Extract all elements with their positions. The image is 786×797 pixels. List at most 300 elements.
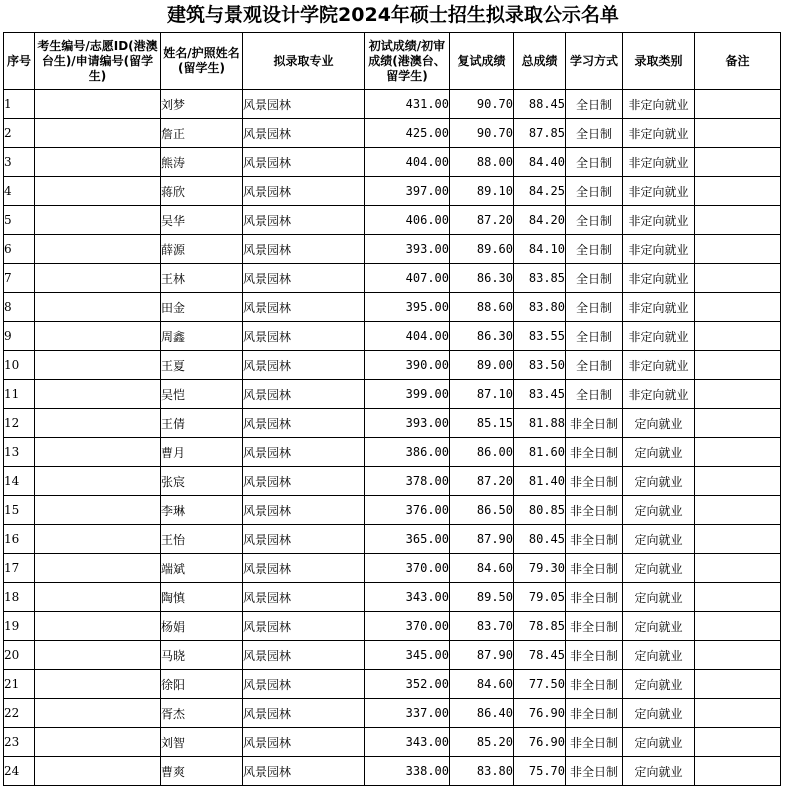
cell-study-mode: 非全日制 (566, 525, 623, 554)
student-name: 熊涛 (161, 155, 186, 170)
cell-retest-score: 86.30 (450, 322, 514, 351)
cell-major: 风景园林 (243, 728, 365, 757)
table-row (4, 119, 781, 148)
col-header-name: 姓名/护照姓名(留学生) (161, 33, 243, 90)
admission-table (3, 32, 781, 786)
cell-admission-type: 定向就业 (623, 757, 695, 786)
cell-study-mode: 非全日制 (566, 409, 623, 438)
table-row (4, 380, 781, 409)
cell-candidate-id (35, 206, 161, 235)
cell-initial-score: 404.00 (365, 148, 450, 177)
cell-note (695, 206, 781, 235)
cell-seq: 16 (4, 525, 35, 554)
cell-major: 风景园林 (243, 525, 365, 554)
cell-retest-score: 87.90 (450, 641, 514, 670)
cell-seq: 14 (4, 467, 35, 496)
cell-initial-score: 338.00 (365, 757, 450, 786)
student-name: 胥杰 (161, 706, 186, 721)
col-header-total-score: 总成绩 (514, 33, 566, 90)
cell-note (695, 119, 781, 148)
cell-major: 风景园林 (243, 235, 365, 264)
table-row (4, 670, 781, 699)
cell-study-mode: 全日制 (566, 177, 623, 206)
table-row (4, 554, 781, 583)
cell-note (695, 90, 781, 119)
table-row (4, 525, 781, 554)
cell-total-score: 87.85 (514, 119, 566, 148)
cell-seq: 2 (4, 119, 35, 148)
cell-initial-score: 390.00 (365, 351, 450, 380)
cell-study-mode: 全日制 (566, 264, 623, 293)
cell-major: 风景园林 (243, 177, 365, 206)
cell-candidate-id (35, 293, 161, 322)
cell-major: 风景园林 (243, 293, 365, 322)
cell-admission-type: 非定向就业 (623, 177, 695, 206)
student-name: 曹爽 (161, 764, 186, 779)
student-name: 徐阳 (161, 677, 186, 692)
cell-retest-score: 90.70 (450, 90, 514, 119)
cell-major: 风景园林 (243, 757, 365, 786)
cell-total-score: 83.50 (514, 351, 566, 380)
cell-seq: 15 (4, 496, 35, 525)
cell-seq: 11 (4, 380, 35, 409)
cell-seq: 7 (4, 264, 35, 293)
cell-name (161, 380, 243, 409)
student-name: 吴恺 (161, 387, 186, 402)
cell-initial-score: 352.00 (365, 670, 450, 699)
cell-study-mode: 非全日制 (566, 670, 623, 699)
cell-name (161, 235, 243, 264)
cell-note (695, 641, 781, 670)
cell-major: 风景园林 (243, 322, 365, 351)
table-row (4, 641, 781, 670)
cell-total-score: 83.85 (514, 264, 566, 293)
cell-retest-score: 90.70 (450, 119, 514, 148)
cell-study-mode: 非全日制 (566, 583, 623, 612)
cell-note (695, 235, 781, 264)
cell-total-score: 75.70 (514, 757, 566, 786)
cell-admission-type: 定向就业 (623, 554, 695, 583)
cell-retest-score: 85.15 (450, 409, 514, 438)
cell-retest-score: 85.20 (450, 728, 514, 757)
cell-name (161, 641, 243, 670)
cell-initial-score: 376.00 (365, 496, 450, 525)
cell-note (695, 554, 781, 583)
cell-initial-score: 397.00 (365, 177, 450, 206)
table-row (4, 728, 781, 757)
cell-retest-score: 84.60 (450, 670, 514, 699)
student-name: 曹月 (161, 445, 186, 460)
cell-initial-score: 343.00 (365, 583, 450, 612)
cell-admission-type: 非定向就业 (623, 148, 695, 177)
cell-candidate-id (35, 235, 161, 264)
table-row (4, 467, 781, 496)
cell-study-mode: 全日制 (566, 119, 623, 148)
cell-note (695, 409, 781, 438)
cell-note (695, 757, 781, 786)
cell-study-mode: 非全日制 (566, 467, 623, 496)
cell-admission-type: 定向就业 (623, 409, 695, 438)
student-name: 李琳 (161, 503, 186, 518)
cell-admission-type: 非定向就业 (623, 264, 695, 293)
cell-total-score: 88.45 (514, 90, 566, 119)
cell-initial-score: 370.00 (365, 612, 450, 641)
cell-retest-score: 87.10 (450, 380, 514, 409)
cell-study-mode: 全日制 (566, 235, 623, 264)
cell-total-score: 80.45 (514, 525, 566, 554)
cell-initial-score: 399.00 (365, 380, 450, 409)
col-header-retest-score: 复试成绩 (450, 33, 514, 90)
cell-note (695, 496, 781, 525)
table-row (4, 148, 781, 177)
col-header-note: 备注 (695, 33, 781, 90)
table-row (4, 264, 781, 293)
cell-initial-score: 337.00 (365, 699, 450, 728)
page-title: 建筑与景观设计学院2024年硕士招生拟录取公示名单 (167, 4, 619, 26)
cell-seq: 21 (4, 670, 35, 699)
cell-initial-score: 425.00 (365, 119, 450, 148)
cell-seq: 17 (4, 554, 35, 583)
cell-retest-score: 84.60 (450, 554, 514, 583)
cell-name (161, 728, 243, 757)
table-row (4, 699, 781, 728)
cell-seq: 1 (4, 90, 35, 119)
cell-candidate-id (35, 728, 161, 757)
cell-admission-type: 定向就业 (623, 496, 695, 525)
cell-note (695, 583, 781, 612)
cell-candidate-id (35, 177, 161, 206)
cell-retest-score: 88.60 (450, 293, 514, 322)
cell-initial-score: 406.00 (365, 206, 450, 235)
cell-total-score: 84.40 (514, 148, 566, 177)
cell-name (161, 177, 243, 206)
cell-candidate-id (35, 380, 161, 409)
cell-total-score: 79.05 (514, 583, 566, 612)
student-name: 杨娟 (161, 619, 186, 634)
cell-name (161, 612, 243, 641)
cell-total-score: 77.50 (514, 670, 566, 699)
cell-admission-type: 非定向就业 (623, 351, 695, 380)
cell-admission-type: 非定向就业 (623, 380, 695, 409)
student-name: 周鑫 (161, 329, 186, 344)
table-row (4, 293, 781, 322)
cell-seq: 6 (4, 235, 35, 264)
cell-initial-score: 365.00 (365, 525, 450, 554)
student-name: 詹正 (161, 126, 186, 141)
cell-seq: 20 (4, 641, 35, 670)
cell-candidate-id (35, 119, 161, 148)
cell-name (161, 351, 243, 380)
cell-name (161, 322, 243, 351)
table-row (4, 206, 781, 235)
cell-admission-type: 定向就业 (623, 670, 695, 699)
cell-seq: 13 (4, 438, 35, 467)
col-header-major: 拟录取专业 (243, 33, 365, 90)
cell-study-mode: 非全日制 (566, 641, 623, 670)
cell-seq: 8 (4, 293, 35, 322)
cell-admission-type: 定向就业 (623, 641, 695, 670)
cell-retest-score: 86.40 (450, 699, 514, 728)
cell-note (695, 380, 781, 409)
cell-major: 风景园林 (243, 438, 365, 467)
cell-seq: 4 (4, 177, 35, 206)
cell-admission-type: 非定向就业 (623, 119, 695, 148)
cell-seq: 24 (4, 757, 35, 786)
cell-total-score: 76.90 (514, 728, 566, 757)
table-body (4, 90, 781, 786)
table-row (4, 438, 781, 467)
cell-candidate-id (35, 525, 161, 554)
cell-study-mode: 非全日制 (566, 496, 623, 525)
cell-major: 风景园林 (243, 264, 365, 293)
table-row (4, 409, 781, 438)
cell-retest-score: 86.00 (450, 438, 514, 467)
cell-candidate-id (35, 264, 161, 293)
col-header-seq: 序号 (4, 33, 35, 90)
cell-note (695, 438, 781, 467)
cell-major: 风景园林 (243, 641, 365, 670)
student-name: 王林 (161, 271, 186, 286)
cell-note (695, 728, 781, 757)
cell-admission-type: 定向就业 (623, 612, 695, 641)
cell-initial-score: 386.00 (365, 438, 450, 467)
cell-candidate-id (35, 351, 161, 380)
cell-total-score: 81.88 (514, 409, 566, 438)
cell-name (161, 699, 243, 728)
cell-admission-type: 非定向就业 (623, 206, 695, 235)
table-row (4, 322, 781, 351)
cell-total-score: 84.25 (514, 177, 566, 206)
cell-major: 风景园林 (243, 351, 365, 380)
cell-name (161, 467, 243, 496)
cell-major: 风景园林 (243, 206, 365, 235)
student-name: 吴华 (161, 213, 186, 228)
cell-candidate-id (35, 583, 161, 612)
cell-initial-score: 378.00 (365, 467, 450, 496)
cell-seq: 9 (4, 322, 35, 351)
cell-study-mode: 全日制 (566, 148, 623, 177)
col-header-id: 考生编号/志愿ID(港澳台生)/申请编号(留学生) (35, 33, 161, 90)
cell-name (161, 409, 243, 438)
cell-initial-score: 343.00 (365, 728, 450, 757)
cell-candidate-id (35, 438, 161, 467)
cell-seq: 19 (4, 612, 35, 641)
cell-retest-score: 87.20 (450, 206, 514, 235)
cell-total-score: 80.85 (514, 496, 566, 525)
cell-note (695, 670, 781, 699)
table-row (4, 612, 781, 641)
cell-name (161, 264, 243, 293)
cell-name (161, 438, 243, 467)
cell-total-score: 81.60 (514, 438, 566, 467)
student-name: 刘梦 (161, 97, 186, 112)
cell-retest-score: 88.00 (450, 148, 514, 177)
cell-candidate-id (35, 612, 161, 641)
cell-name (161, 293, 243, 322)
cell-note (695, 264, 781, 293)
cell-total-score: 78.85 (514, 612, 566, 641)
cell-note (695, 699, 781, 728)
cell-major: 风景园林 (243, 409, 365, 438)
student-name: 刘智 (161, 735, 186, 750)
cell-major: 风景园林 (243, 467, 365, 496)
cell-note (695, 177, 781, 206)
student-name: 端斌 (161, 561, 186, 576)
cell-initial-score: 404.00 (365, 322, 450, 351)
cell-retest-score: 87.20 (450, 467, 514, 496)
col-header-initial-score: 初试成绩/初审成绩(港澳台、留学生) (365, 33, 450, 90)
cell-initial-score: 407.00 (365, 264, 450, 293)
cell-name (161, 90, 243, 119)
cell-major: 风景园林 (243, 119, 365, 148)
cell-note (695, 293, 781, 322)
cell-retest-score: 89.50 (450, 583, 514, 612)
cell-candidate-id (35, 670, 161, 699)
cell-name (161, 206, 243, 235)
table-row (4, 177, 781, 206)
table-row (4, 757, 781, 786)
student-name: 蒋欣 (161, 184, 186, 199)
student-name: 张宸 (161, 474, 186, 489)
cell-initial-score: 345.00 (365, 641, 450, 670)
cell-retest-score: 86.30 (450, 264, 514, 293)
cell-admission-type: 定向就业 (623, 525, 695, 554)
cell-total-score: 79.30 (514, 554, 566, 583)
cell-candidate-id (35, 409, 161, 438)
cell-name (161, 583, 243, 612)
student-name: 田金 (161, 300, 186, 315)
cell-retest-score: 89.00 (450, 351, 514, 380)
cell-total-score: 83.45 (514, 380, 566, 409)
cell-candidate-id (35, 148, 161, 177)
cell-retest-score: 83.70 (450, 612, 514, 641)
cell-note (695, 322, 781, 351)
cell-name (161, 554, 243, 583)
cell-total-score: 81.40 (514, 467, 566, 496)
cell-candidate-id (35, 554, 161, 583)
cell-total-score: 76.90 (514, 699, 566, 728)
student-name: 陶慎 (161, 590, 186, 605)
cell-study-mode: 全日制 (566, 322, 623, 351)
cell-seq: 12 (4, 409, 35, 438)
cell-admission-type: 非定向就业 (623, 293, 695, 322)
cell-candidate-id (35, 322, 161, 351)
cell-major: 风景园林 (243, 583, 365, 612)
cell-admission-type: 定向就业 (623, 699, 695, 728)
cell-major: 风景园林 (243, 148, 365, 177)
cell-study-mode: 全日制 (566, 293, 623, 322)
cell-candidate-id (35, 90, 161, 119)
cell-retest-score: 83.80 (450, 757, 514, 786)
col-header-admission-type: 录取类别 (623, 33, 695, 90)
cell-major: 风景园林 (243, 699, 365, 728)
cell-candidate-id (35, 496, 161, 525)
cell-study-mode: 全日制 (566, 90, 623, 119)
table-row (4, 496, 781, 525)
cell-study-mode: 全日制 (566, 206, 623, 235)
cell-admission-type: 定向就业 (623, 728, 695, 757)
cell-candidate-id (35, 757, 161, 786)
cell-major: 风景园林 (243, 380, 365, 409)
cell-note (695, 612, 781, 641)
cell-study-mode: 非全日制 (566, 757, 623, 786)
cell-initial-score: 393.00 (365, 235, 450, 264)
cell-study-mode: 非全日制 (566, 728, 623, 757)
cell-seq: 23 (4, 728, 35, 757)
cell-name (161, 757, 243, 786)
cell-initial-score: 393.00 (365, 409, 450, 438)
cell-note (695, 148, 781, 177)
cell-name (161, 670, 243, 699)
table-row (4, 351, 781, 380)
cell-seq: 22 (4, 699, 35, 728)
cell-study-mode: 全日制 (566, 351, 623, 380)
cell-candidate-id (35, 641, 161, 670)
cell-admission-type: 非定向就业 (623, 235, 695, 264)
cell-retest-score: 86.50 (450, 496, 514, 525)
table-row (4, 583, 781, 612)
cell-study-mode: 非全日制 (566, 699, 623, 728)
cell-name (161, 525, 243, 554)
cell-name (161, 148, 243, 177)
cell-study-mode: 非全日制 (566, 438, 623, 467)
cell-note (695, 525, 781, 554)
cell-total-score: 84.20 (514, 206, 566, 235)
student-name: 马晓 (161, 648, 186, 663)
cell-seq: 18 (4, 583, 35, 612)
student-name: 王倩 (161, 416, 186, 431)
cell-admission-type: 定向就业 (623, 438, 695, 467)
cell-total-score: 78.45 (514, 641, 566, 670)
cell-major: 风景园林 (243, 670, 365, 699)
cell-total-score: 83.55 (514, 322, 566, 351)
cell-name (161, 119, 243, 148)
cell-initial-score: 370.00 (365, 554, 450, 583)
cell-retest-score: 87.90 (450, 525, 514, 554)
cell-admission-type: 定向就业 (623, 583, 695, 612)
cell-retest-score: 89.10 (450, 177, 514, 206)
cell-major: 风景园林 (243, 612, 365, 641)
student-name: 王夏 (161, 358, 186, 373)
cell-name (161, 496, 243, 525)
cell-initial-score: 431.00 (365, 90, 450, 119)
cell-initial-score: 395.00 (365, 293, 450, 322)
cell-study-mode: 非全日制 (566, 612, 623, 641)
cell-admission-type: 非定向就业 (623, 90, 695, 119)
cell-seq: 5 (4, 206, 35, 235)
cell-seq: 3 (4, 148, 35, 177)
cell-study-mode: 非全日制 (566, 554, 623, 583)
student-name: 王怡 (161, 532, 186, 547)
cell-admission-type: 定向就业 (623, 467, 695, 496)
table-row (4, 90, 781, 119)
cell-seq: 10 (4, 351, 35, 380)
cell-admission-type: 非定向就业 (623, 322, 695, 351)
cell-major: 风景园林 (243, 90, 365, 119)
cell-study-mode: 全日制 (566, 380, 623, 409)
table-row (4, 235, 781, 264)
cell-total-score: 84.10 (514, 235, 566, 264)
cell-retest-score: 89.60 (450, 235, 514, 264)
cell-note (695, 467, 781, 496)
cell-candidate-id (35, 467, 161, 496)
col-header-study-mode: 学习方式 (566, 33, 623, 90)
header-row (4, 33, 781, 90)
student-name: 薛源 (161, 242, 186, 257)
cell-note (695, 351, 781, 380)
cell-total-score: 83.80 (514, 293, 566, 322)
cell-candidate-id (35, 699, 161, 728)
